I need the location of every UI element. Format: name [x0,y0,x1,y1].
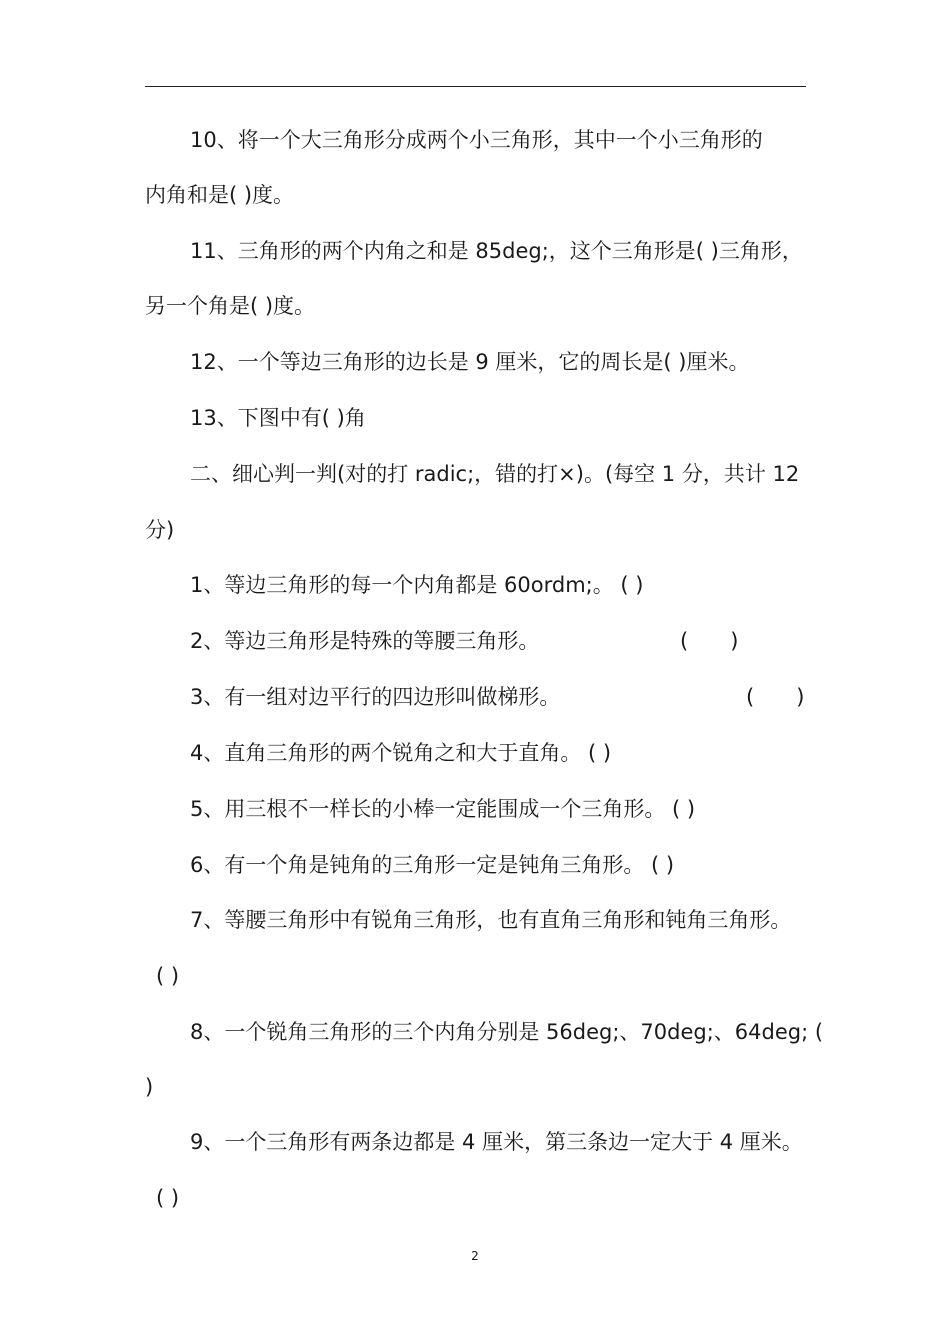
section-heading: 二、细心判一判(对的打 radic;，错的打×)。(每空 1 分，共计 12 [190,462,800,486]
text-line: 1、等边三角形的每一个内角都是 60ordm;。 ( ) [190,573,644,597]
text-line: 4、直角三角形的两个锐角之和大于直角。 ( ) [190,741,612,765]
text-line: 7、等腰三角形中有锐角三角形，也有直角三角形和钝角三角形。 [190,908,792,932]
text-line: 另一个角是( )度。 [145,294,316,318]
text-line: 12、一个等边三角形的边长是 9 厘米，它的周长是( )厘米。 [190,350,750,374]
text-line: 9、一个三角形有两条边都是 4 厘米，第三条边一定大于 4 厘米。 [190,1130,803,1154]
text-line: ) [145,1075,154,1099]
answer-blank: ( ) [746,685,805,709]
answer-blank: ( ) [156,964,180,988]
text-line: 2、等边三角形是特殊的等腰三角形。 [190,629,540,653]
text-line: 13、下图中有( )角 [190,406,366,430]
text-line: 6、有一个角是钝角的三角形一定是钝角三角形。 ( ) [190,853,675,877]
text-line: 5、用三根不一样长的小棒一定能围成一个三角形。 ( ) [190,797,696,821]
page-number: 2 [471,1249,479,1263]
text-line: 内角和是( )度。 [145,183,295,207]
header-rule [145,86,806,87]
text-line: 分) [145,518,175,542]
answer-blank: ( ) [680,629,739,653]
answer-blank: ( ) [156,1186,180,1210]
text-line: 11、三角形的两个内角之和是 85deg;，这个三角形是( )三角形， [190,239,803,263]
text-line: 8、一个锐角三角形的三个内角分别是 56deg;、70deg;、64deg; ( [190,1020,824,1044]
text-line: 3、有一组对边平行的四边形叫做梯形。 [190,685,561,709]
text-line: 10、将一个大三角形分成两个小三角形，其中一个小三角形的 [190,128,763,152]
